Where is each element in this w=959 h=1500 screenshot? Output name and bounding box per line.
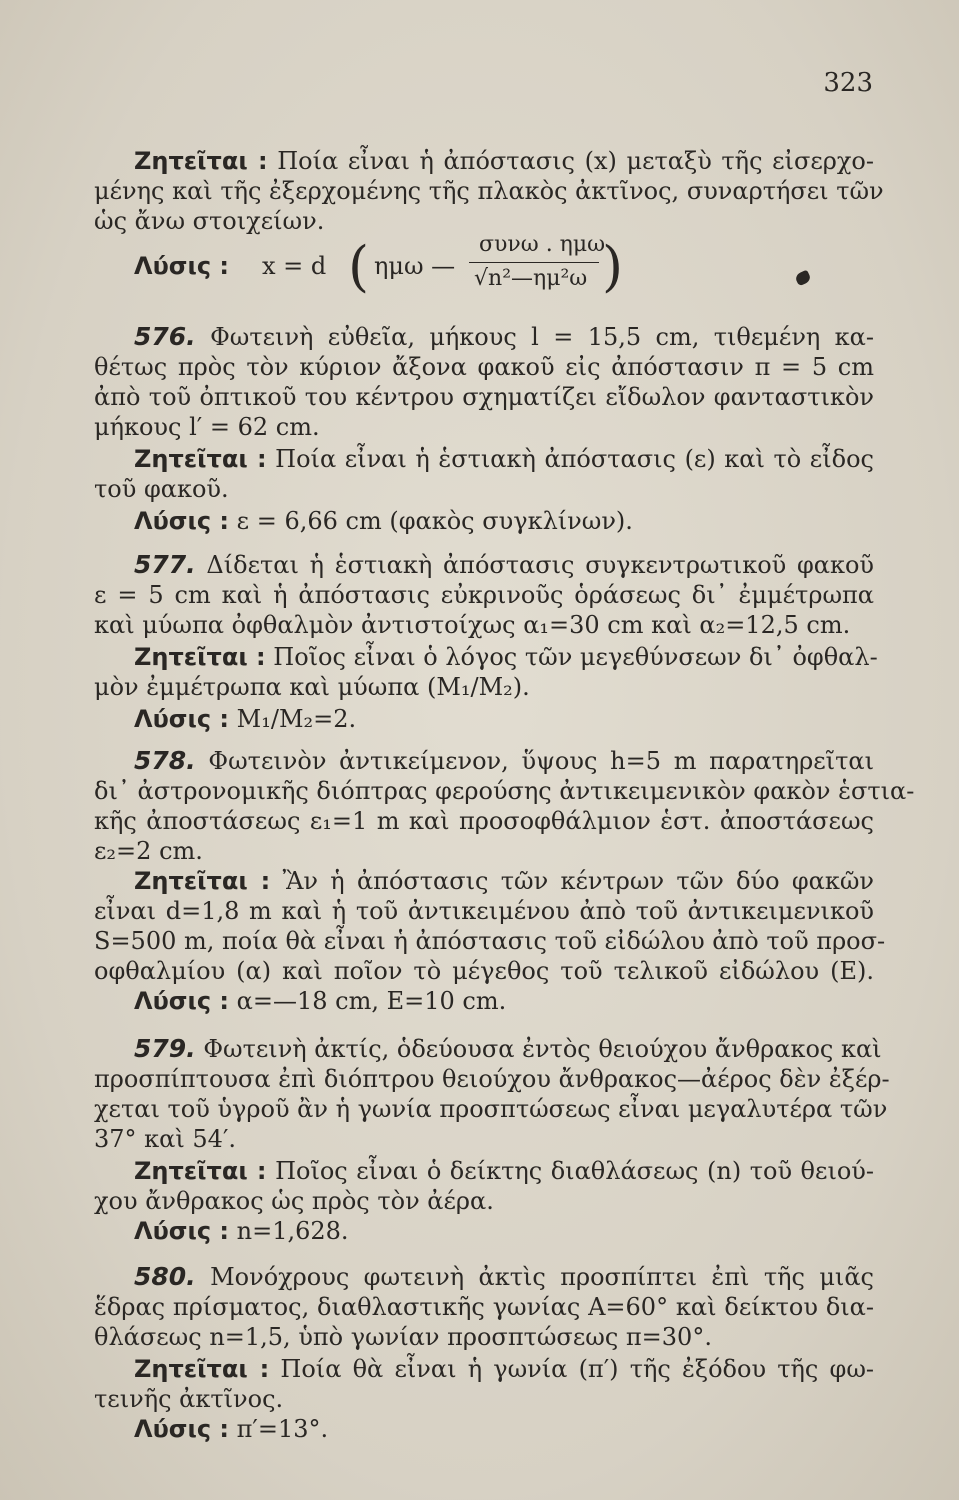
text-line: οφθαλμίου (α) καὶ ποῖον τὸ μέγεθος τοῦ τελικοῦ εἰδώλου (E). [94, 957, 874, 985]
text-line: ε₂=2 cm. [94, 837, 203, 865]
problem-579: 579. Φωτεινὴ ἀκτίς, ὁδεύουσα ἐντὸς θειούχου ἄνθρακος καὶ [134, 1034, 882, 1063]
text-line: 37° καὶ 54′. [94, 1125, 237, 1153]
text-line: Λύσις : α=—18 cm, E=10 cm. [134, 987, 507, 1015]
problem-number: 576. [134, 322, 196, 351]
open-paren: ( [348, 235, 370, 298]
text-line: θλάσεως n=1,5, ὑπὸ γωνίαν προσπτώσεως π=30°. [94, 1323, 712, 1351]
formula-denominator: √n²—ημ²ω [474, 266, 588, 291]
text-line: δι᾽ ἀστρονομικῆς διόπτρας φερούσης ἀντικειμενικὸν φακὸν ἑστια- [94, 777, 915, 805]
text-line: τοῦ φακοῦ. [94, 475, 229, 503]
text-line: Ζητεῖται : Ποῖος εἶναι ὁ λόγος τῶν μεγεθύνσεων δι᾽ ὀφθαλ- [134, 643, 878, 671]
text-line: καὶ μύωπα ὀφθαλμὸν ἀντιστοίχως α₁=30 cm καὶ α₂=12,5 cm. [94, 611, 851, 639]
text-line: S=500 m, ποία θὰ εἶναι ἡ ἀπόστασις τοῦ εἰδώλου ἀπὸ τοῦ προσ- [94, 927, 886, 955]
formula [134, 232, 734, 296]
formula-numerator: συνω . ημω [479, 232, 606, 257]
problem-580: 580. Μονόχρους φωτεινὴ ἀκτὶς προσπίπτει ἐπὶ τῆς μιᾶς [134, 1262, 874, 1291]
text-line: Ζητεῖται : Ποία εἶναι ἡ ἑστιακὴ ἀπόστασις (ε) καὶ τὸ εἶδος [134, 445, 874, 473]
problem-number: 579. [134, 1034, 196, 1063]
problem-577: 577. Δίδεται ἡ ἑστιακὴ ἀπόστασις συγκεντρωτικοῦ φακοῦ [134, 550, 874, 579]
text-line: Ζητεῖται : Ποία εἶναι ἡ ἀπόστασις (x) μεταξὺ τῆς εἰσερχο- [134, 147, 874, 175]
text-line: προσπίπτουσα ἐπὶ διόπτρου θειούχου ἄνθρακος—ἀέρος δὲν ἐξέρ- [94, 1065, 890, 1093]
text-line: χου ἄνθρακος ὡς πρὸς τὸν ἀέρα. [94, 1187, 494, 1215]
problem-number: 580. [134, 1262, 196, 1291]
fraction-bar [469, 262, 599, 263]
text-line: Λύσις : n=1,628. [134, 1217, 349, 1245]
text-line: Ζητεῖται : Ποῖος εἶναι ὁ δείκτης διαθλάσεως (n) τοῦ θειού- [134, 1157, 874, 1185]
formula-term: ημω — [374, 252, 456, 280]
text-line: ε = 5 cm καὶ ἡ ἀπόστασις εὐκρινοῦς ὁράσεως δι᾽ ἐμμέτρωπα [94, 581, 874, 609]
text-line: κῆς ἀποστάσεως ε₁=1 m καὶ προσοφθάλμιον ἑστ. ἀποστάσεως [94, 807, 874, 835]
text-line: Λύσις : ε = 6,66 cm (φακὸς συγκλίνων). [134, 507, 633, 535]
problem-number: 578. [134, 746, 196, 775]
text-line: θέτως πρὸς τὸν κύριον ἄξονα φακοῦ εἰς ἀπόστασιν π = 5 cm [94, 353, 874, 381]
problem-578: 578. Φωτεινὸν ἀντικείμενον, ὕψους h=5 m παρατηρεῖται [134, 746, 874, 775]
text-line: ἕδρας πρίσματος, διαθλαστικῆς γωνίας A=60° καὶ δείκτου δια- [94, 1293, 874, 1321]
text-line: ἀπὸ τοῦ ὀπτικοῦ του κέντρου σχηματίζει εἴδωλον φανταστικὸν [94, 383, 874, 411]
ink-speck [794, 270, 812, 287]
text-line: μὸν ἐμμέτρωπα καὶ μύωπα (M₁/M₂). [94, 673, 530, 701]
problem-576: 576. Φωτεινὴ εὐθεῖα, μήκους l = 15,5 cm, τιθεμένη κα- [134, 322, 874, 351]
sought-label: Ζητεῖται : [134, 147, 268, 175]
text-line: Λύσις : π′=13°. [134, 1415, 329, 1443]
text-line: μένης καὶ τῆς ἐξερχομένης τῆς πλακὸς ἀκτῖνος, συναρτήσει τῶν [94, 177, 884, 205]
solution-label: Λύσις : [134, 252, 230, 280]
problem-number: 577. [134, 550, 196, 579]
text-line: ὡς ἄνω στοιχείων. [94, 207, 325, 235]
text-line: Λύσις : M₁/M₂=2. [134, 705, 357, 733]
text-line: εἶναι d=1,8 m καὶ ἡ τοῦ ἀντικειμένου ἀπὸ τοῦ ἀντικειμενικοῦ [94, 897, 874, 925]
text-line: Ζητεῖται : Ἂν ἡ ἀπόστασις τῶν κέντρων τῶν δύο φακῶν [134, 867, 875, 895]
page-number: 323 [823, 68, 873, 98]
close-paren: ) [602, 235, 624, 298]
text-line: μήκους l′ = 62 cm. [94, 413, 320, 441]
text-line: χεται τοῦ ὑγροῦ ἂν ἡ γωνία προσπτώσεως εἶναι μεγαλυτέρα τῶν [94, 1095, 888, 1123]
formula-lhs: x = d [262, 252, 327, 280]
text-line: Ζητεῖται : Ποία θὰ εἶναι ἡ γωνία (π′) τῆς ἐξόδου τῆς φω- [134, 1355, 875, 1383]
text-line: τεινῆς ἀκτῖνος. [94, 1385, 284, 1413]
